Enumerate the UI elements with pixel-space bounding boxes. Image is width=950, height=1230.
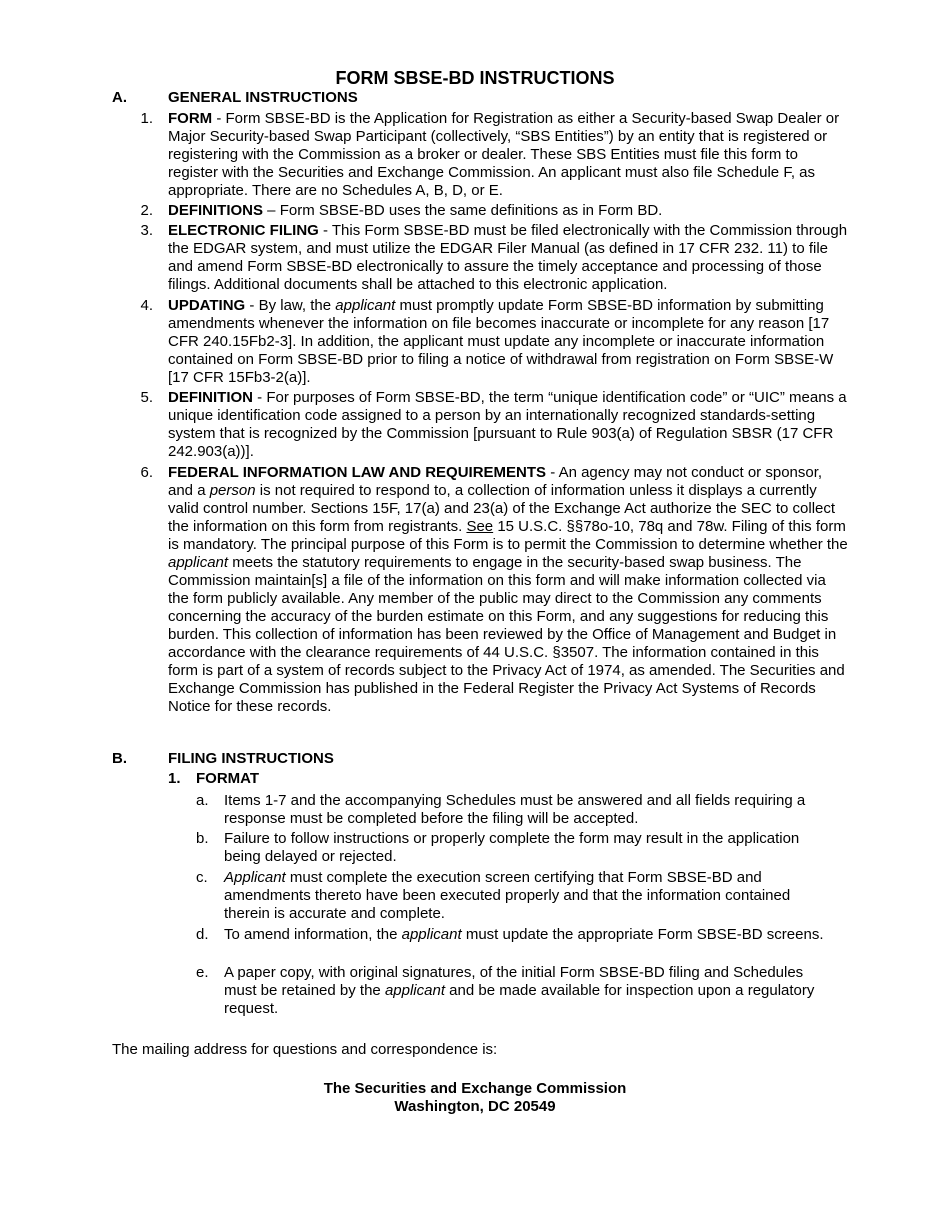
- list-letter: a.: [196, 792, 209, 809]
- list-letter: c.: [196, 869, 208, 886]
- item-number: 1.: [140, 110, 153, 127]
- format-item-c: Applicant must complete the execution screen certifying that Form SBSE-BD and amendments thereto have been executed properly and that the information contained therein is accurate and complete.: [224, 869, 791, 922]
- subsection-heading-format: FORMAT: [196, 770, 260, 787]
- item-text: For purposes of Form SBSE-BD, the term “unique identification code” or “UIC” means a unique identification code assigned to a person by an internationally recognized standards-setting system that is recognized by the Commission [pursuant to Rule 903(a) of Regulation SBSR (17 CFR 242.903(a))].: [168, 389, 847, 460]
- format-item-a: Items 1-7 and the accompanying Schedules must be answered and all fields requiring a response must be completed before the filing will be accepted.: [224, 792, 806, 827]
- item-number: 4.: [140, 297, 153, 314]
- address-line-1: The Securities and Exchange Commission: [323, 1080, 627, 1097]
- item-text: This Form SBSE-BD must be filed electronically with the Commission through the EDGAR system, and must utilize the EDGAR Filer Manual (as defined in 17 CFR 232. 11) to file and amend Form SBSE-BD electronically to assure the timely acceptance and processing of those filings. Additional documents shall be attached to this electronic application.: [168, 222, 848, 293]
- instruction-item-federal-information: FEDERAL INFORMATION LAW AND REQUIREMENTS - An agency may not conduct or sponsor, and a person is not required to respond to, a collection of information unless it displays a currently valid control number. Sections 15F, 17(a) and 23(a) of the Exchange Act authorize the SEC to collect the information on this form from registrants. See 15 U.S.C. §§78o-10, 78q and 78w. Filing of this form is mandatory. The principal purpose of this Form is to permit the Commission to determine whether the applicant meets the statutory requirements to engage in the security-based swap business. The Commission maintain[s] a file of the information on this form and will make information collected via the form publicly available. Any member of the public may direct to the Commission any comments concerning the accuracy of the burden estimate on this Form, and any suggestions for reducing this burden. This collection of information has been reviewed by the Office of Management and Budget in accordance with the clearance requirements of 44 U.S.C. §3507. The information contained in this form is part of a system of records subject to the Privacy Act of 1974, as amended. The Securities and Exchange Commission has published in the Federal Register the Privacy Act Systems of Records Notice for these records.: [168, 464, 848, 715]
- item-number: 5.: [140, 389, 153, 406]
- item-label: FEDERAL INFORMATION LAW AND REQUIREMENTS: [168, 464, 547, 481]
- format-item-b: Failure to follow instructions or properly complete the form may result in the application being delayed or rejected.: [224, 830, 800, 865]
- list-letter: b.: [196, 830, 209, 847]
- format-item-d: To amend information, the applicant must update the appropriate Form SBSE-BD screens.: [224, 926, 824, 943]
- list-letter: d.: [196, 926, 209, 943]
- instruction-item-definitions: DEFINITIONS – Form SBSE-BD uses the same definitions as in Form BD.: [168, 202, 663, 219]
- instruction-item-form: FORM - Form SBSE-BD is the Application for Registration as either a Security-based Swap Dealer or Major Security-based Swap Participant (collectively, “SBS Entities”) by an entity that is registered or registering with the Commission as a broker or dealer. These SBS Entities must file this form to register with the Securities and Exchange Commission. An applicant must also file Schedule F, as appropriate. There are no Schedules A, B, D, or E.: [168, 110, 840, 199]
- item-text: Form SBSE-BD is the Application for Registration as either a Security-based Swap Dealer or Major Security-based Swap Participant (collectively, “SBS Entities”) by an entity that is registered or registering with the Commission as a broker or dealer. These SBS Entities must file this form to register with the Securities and Exchange Commission. An applicant must also file Schedule F, as appropriate. There are no Schedules A, B, D, or E.: [168, 110, 840, 199]
- citation-see: See: [466, 518, 494, 535]
- section-a-heading: GENERAL INSTRUCTIONS: [168, 89, 358, 106]
- item-label: FORM: [168, 110, 213, 127]
- term-person: person: [209, 482, 256, 499]
- term-applicant: applicant: [168, 554, 229, 571]
- item-number: 3.: [140, 222, 153, 239]
- page-title: FORM SBSE-BD INSTRUCTIONS: [335, 68, 615, 88]
- item-label: UPDATING: [168, 297, 246, 314]
- section-b-heading: FILING INSTRUCTIONS: [168, 750, 334, 767]
- format-item-e: A paper copy, with original signatures, of the initial Form SBSE-BD filing and Schedules must be retained by the applicant and be made available for inspection upon a regulatory request.: [224, 964, 815, 1017]
- item-text: Form SBSE-BD uses the same definitions as in Form BD.: [279, 202, 663, 219]
- section-a-letter: A.: [112, 89, 127, 106]
- term-applicant: applicant: [335, 297, 396, 314]
- term-applicant: Applicant: [224, 869, 286, 886]
- list-letter: e.: [196, 964, 209, 981]
- item-label: DEFINITIONS: [168, 202, 264, 219]
- instruction-item-definition-uic: DEFINITION - For purposes of Form SBSE-BD, the term “unique identification code” or “UIC” means a unique identification code assigned to a person by an internationally recognized standards-setting system that is recognized by the Commission [pursuant to Rule 903(a) of Regulation SBSR (17 CFR 242.903(a))].: [168, 389, 847, 460]
- term-applicant: applicant: [401, 926, 462, 943]
- item-label: DEFINITION: [168, 389, 253, 406]
- mailing-intro: The mailing address for questions and correspondence is:: [112, 1041, 498, 1058]
- item-label: ELECTRONIC FILING: [168, 222, 319, 239]
- term-applicant: applicant: [384, 982, 445, 999]
- item-number: 2.: [140, 202, 153, 219]
- section-b-letter: B.: [112, 750, 127, 767]
- item-number: 6.: [140, 464, 153, 481]
- subsection-number: 1.: [168, 770, 181, 787]
- instruction-item-updating: UPDATING - By law, the applicant must promptly update Form SBSE-BD information by submitting amendments whenever the information on file becomes inaccurate or incomplete for any reason [17 CFR 240.15Fb2-3]. In addition, the applicant must update any incomplete or inaccurate information contained on Form SBSE-BD prior to filing a notice of withdrawal from registration on Form SBSE-W [17 CFR 15Fb3-2(a)].: [168, 297, 834, 386]
- address-line-2: Washington, DC 20549: [394, 1098, 556, 1115]
- instruction-item-electronic-filing: ELECTRONIC FILING - This Form SBSE-BD must be filed electronically with the Commission through the EDGAR system, and must utilize the EDGAR Filer Manual (as defined in 17 CFR 232. 11) to file and amend Form SBSE-BD electronically to assure the timely acceptance and processing of those filings. Additional documents shall be attached to this electronic application.: [168, 222, 848, 293]
